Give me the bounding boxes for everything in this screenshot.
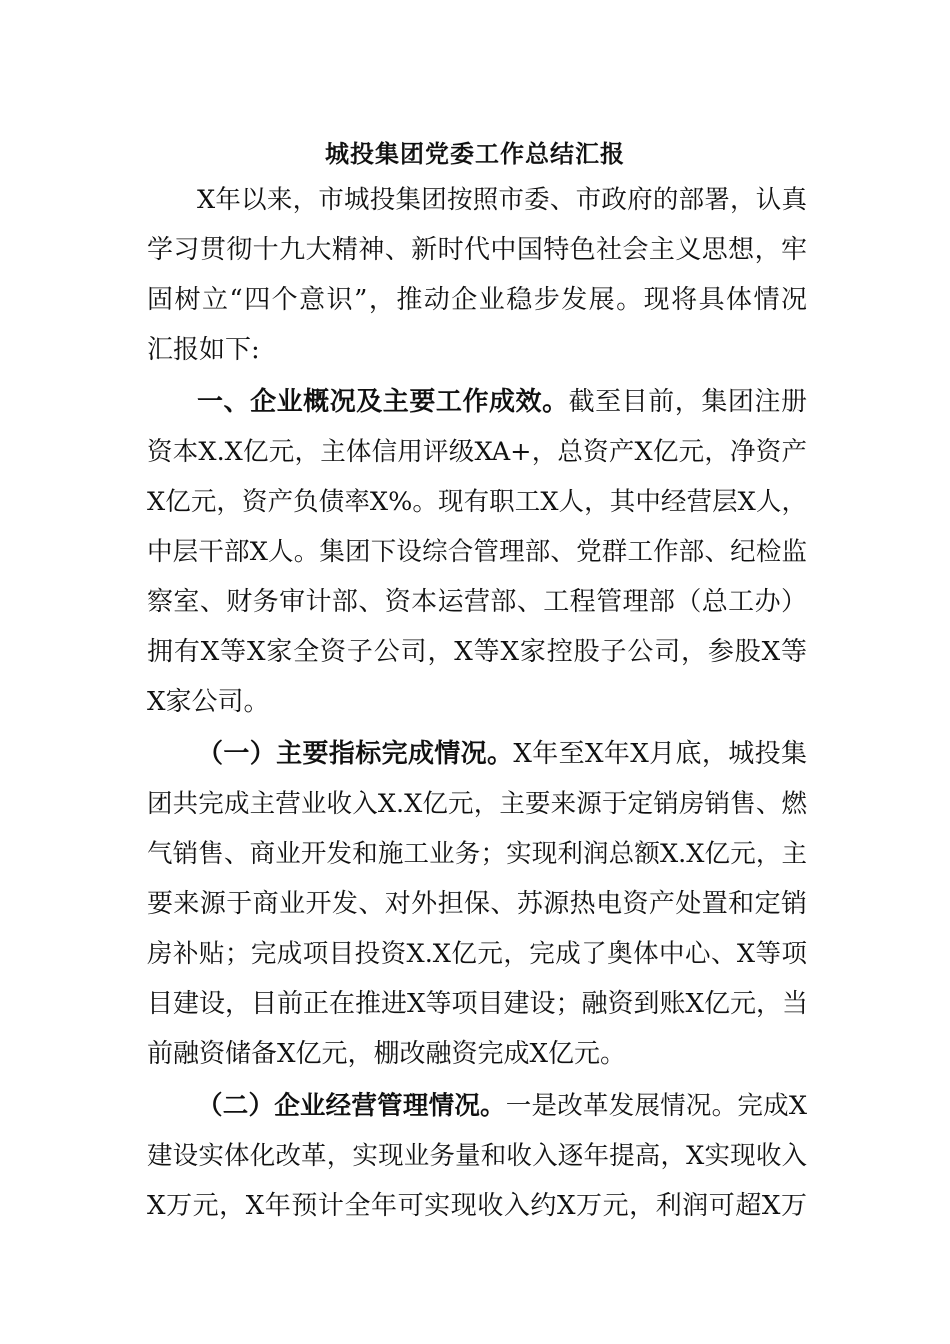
section1-line-4: 中层干部X人。集团下设综合管理部、党群工作部、纪检监 (147, 537, 807, 567)
intro-line-2: 学习贯彻十九大精神、新时代中国特色社会主义思想，牢 (147, 235, 807, 265)
subsection2-first-line (197, 1086, 807, 1126)
subsection1-line-7: 前融资储备X亿元，棚改融资完成X亿元。 (147, 1039, 627, 1069)
subsection1-first-line-text: X年至X年X月底，城投集 (513, 739, 807, 769)
subsection1-line-5: 房补贴；完成项目投资X.X亿元，完成了奥体中心、X等项 (147, 939, 807, 969)
subsection1-heading: （一）主要指标完成情况。 (197, 739, 514, 769)
section1-line-6: 拥有X等X家全资子公司，X等X家控股子公司，参股X等 (147, 637, 807, 667)
subsection2-heading: （二）企业经营管理情况。 (197, 1091, 506, 1121)
subsection1-first-line (197, 734, 807, 774)
section1-line-5: 察室、财务审计部、资本运营部、工程管理部（总工办） (147, 587, 807, 617)
document-title: 城投集团党委工作总结汇报 (325, 139, 625, 168)
intro-line-4: 汇报如下: (147, 335, 260, 365)
intro-line-1: X年以来，市城投集团按照市委、市政府的部署，认真 (197, 185, 807, 215)
section1-line-7: X家公司。 (147, 687, 270, 717)
subsection1-line-3: 气销售、商业开发和施工业务；实现利润总额X.X亿元，主 (147, 839, 807, 869)
section1-first-line-text: 截至目前，集团注册 (568, 387, 807, 417)
section1-first-line (197, 382, 807, 422)
intro-line-3: 固树立“四个意识”，推动企业稳步发展。现将具体情况 (147, 285, 807, 315)
section1-heading: 一、企业概况及主要工作成效。 (197, 387, 569, 417)
section1-line-3: X亿元，资产负债率X%。现有职工X人，其中经营层X人， (147, 487, 807, 517)
subsection1-line-2: 团共完成主营业收入X.X亿元，主要来源于定销房销售、燃 (147, 789, 807, 819)
subsection2-line-2: 建设实体化改革，实现业务量和收入逐年提高，X实现收入 (147, 1141, 807, 1171)
subsection1-line-6: 目建设，目前正在推进X等项目建设；融资到账X亿元，当 (147, 989, 809, 1019)
section1-line-2: 资本X.X亿元，主体信用评级XA+，总资产X亿元，净资产 (147, 437, 807, 467)
subsection2-line-3: X万元，X年预计全年可实现收入约X万元，利润可超X万 (147, 1191, 807, 1221)
subsection2-first-line-text: 一是改革发展情况。完成X (505, 1091, 807, 1121)
subsection1-line-4: 要来源于商业开发、对外担保、苏源热电资产处置和定销 (147, 889, 807, 919)
